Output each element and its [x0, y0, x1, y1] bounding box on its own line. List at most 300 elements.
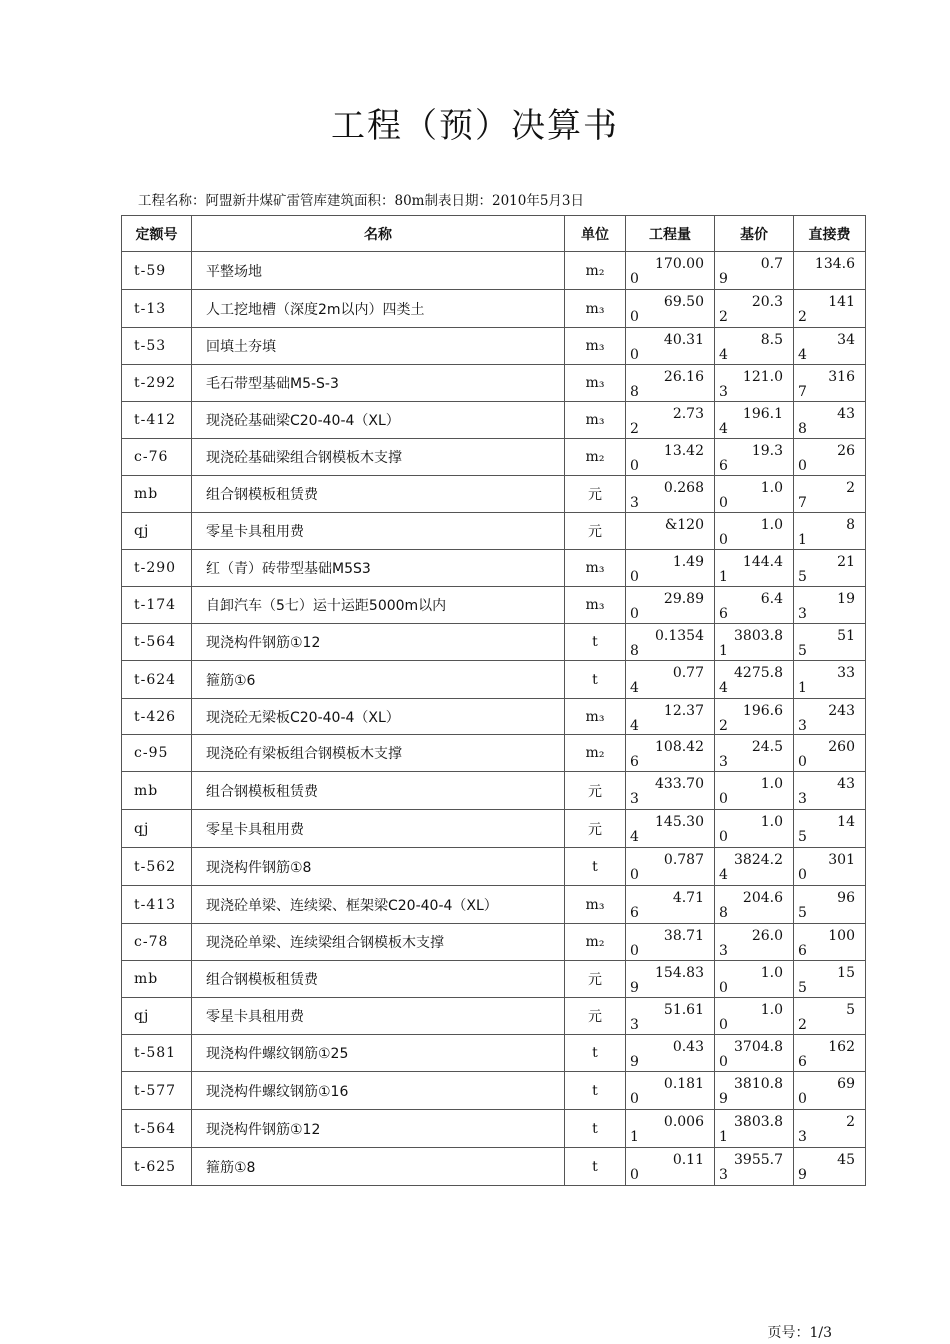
row-unit: t — [565, 1148, 626, 1186]
row-base-price-wrapped-digit: 4 — [719, 681, 728, 695]
row-base-price-wrapped-digit: 1 — [719, 644, 728, 658]
row-base-price — [715, 587, 794, 624]
row-name: 零星卡具租用费 — [192, 513, 565, 550]
row-quantity — [626, 1035, 715, 1072]
row-quantity-wrapped-digit: 1 — [630, 1130, 639, 1144]
row-quantity — [626, 624, 715, 661]
budget-table — [121, 215, 866, 1186]
row-code: t-13 — [122, 290, 192, 328]
row-direct-cost-wrapped-digit: 2 — [798, 310, 807, 324]
row-code: t-412 — [122, 402, 192, 439]
row-direct-cost — [794, 699, 866, 735]
row-base-price-value: 4275.8 — [734, 665, 783, 681]
row-base-price — [715, 1148, 794, 1186]
row-direct-cost — [794, 513, 866, 550]
row-direct-cost — [794, 998, 866, 1035]
row-direct-cost — [794, 961, 866, 998]
row-quantity — [626, 998, 715, 1035]
row-base-price-wrapped-digit: 3 — [719, 1168, 728, 1182]
row-direct-cost-value: 243 — [828, 703, 855, 719]
row-direct-cost-wrapped-digit: 2 — [798, 1018, 807, 1032]
row-base-price-value: 1.0 — [760, 965, 783, 981]
row-direct-cost-value: 51 — [837, 628, 855, 644]
table-header-row — [122, 216, 866, 252]
row-direct-cost-value: 69 — [837, 1076, 855, 1092]
row-base-price-value: 19.3 — [751, 443, 783, 459]
row-name: 组合钢模板租赁费 — [192, 961, 565, 998]
row-quantity-wrapped-digit: 4 — [630, 830, 639, 844]
row-direct-cost-wrapped-digit: 5 — [798, 981, 807, 995]
row-quantity — [626, 476, 715, 513]
row-quantity-value: &120 — [664, 517, 704, 533]
row-direct-cost-wrapped-digit: 3 — [798, 607, 807, 621]
row-direct-cost-value: 260 — [828, 739, 855, 755]
row-quantity-value: 170.00 — [655, 256, 704, 272]
row-direct-cost-value: 5 — [846, 1002, 855, 1018]
row-base-price — [715, 439, 794, 476]
row-quantity-wrapped-digit: 0 — [630, 1092, 639, 1106]
row-quantity-wrapped-digit: 8 — [630, 385, 639, 399]
row-quantity-wrapped-digit: 6 — [630, 755, 639, 769]
row-direct-cost — [794, 476, 866, 513]
row-name: 自卸汽车（5七）运十运距5000m以内 — [192, 587, 565, 624]
row-quantity-value: 1.49 — [672, 554, 704, 570]
row-direct-cost-value: 14 — [837, 814, 855, 830]
table-row — [122, 550, 866, 587]
row-quantity-wrapped-digit: 8 — [630, 644, 639, 658]
table-row — [122, 1110, 866, 1148]
row-base-price — [715, 365, 794, 402]
row-code: t-292 — [122, 365, 192, 402]
row-direct-cost-value: 43 — [837, 406, 855, 422]
row-quantity-value: 12.37 — [663, 703, 704, 719]
row-code: c-78 — [122, 924, 192, 961]
row-base-price — [715, 402, 794, 439]
project-info: 工程名称：阿盟新井煤矿雷管库建筑面积：80m制表日期：2010年5月3日 — [138, 193, 585, 209]
row-base-price-value: 204.6 — [742, 890, 783, 906]
row-quantity — [626, 513, 715, 550]
row-base-price — [715, 661, 794, 699]
row-base-price-wrapped-digit: 9 — [719, 1092, 728, 1106]
row-base-price-wrapped-digit: 3 — [719, 385, 728, 399]
row-direct-cost-wrapped-digit: 6 — [798, 1055, 807, 1069]
row-quantity-wrapped-digit: 0 — [630, 868, 639, 882]
row-unit: t — [565, 661, 626, 699]
row-name: 现浇砼基础梁C20-40-4（XL） — [192, 402, 565, 439]
row-base-price — [715, 550, 794, 587]
table-row — [122, 810, 866, 848]
row-quantity-wrapped-digit: 6 — [630, 906, 639, 920]
table-row — [122, 624, 866, 661]
row-quantity-wrapped-digit: 0 — [630, 272, 639, 286]
row-name: 现浇构件钢筋①8 — [192, 848, 565, 886]
row-unit: m₂ — [565, 439, 626, 476]
table-row — [122, 886, 866, 924]
table-row — [122, 1035, 866, 1072]
row-unit: m₃ — [565, 886, 626, 924]
row-quantity — [626, 550, 715, 587]
table-row — [122, 402, 866, 439]
row-base-price — [715, 699, 794, 735]
row-unit: 元 — [565, 998, 626, 1035]
row-quantity-value: 2.73 — [672, 406, 704, 422]
row-quantity-wrapped-digit: 0 — [630, 570, 639, 584]
row-direct-cost — [794, 402, 866, 439]
row-base-price-wrapped-digit: 0 — [719, 981, 728, 995]
row-quantity — [626, 735, 715, 772]
row-quantity-wrapped-digit: 3 — [630, 792, 639, 806]
row-code: t-290 — [122, 550, 192, 587]
row-direct-cost-wrapped-digit: 7 — [798, 385, 807, 399]
row-direct-cost-wrapped-digit: 9 — [798, 1168, 807, 1182]
row-quantity — [626, 772, 715, 810]
row-direct-cost-wrapped-digit: 1 — [798, 533, 807, 547]
row-quantity-value: 51.61 — [663, 1002, 704, 1018]
row-direct-cost-wrapped-digit: 4 — [798, 348, 807, 362]
header-direct-cost: 直接费 — [794, 216, 866, 252]
row-base-price-wrapped-digit: 1 — [719, 570, 728, 584]
table-row — [122, 699, 866, 735]
table-row — [122, 513, 866, 550]
row-unit: 元 — [565, 476, 626, 513]
row-unit: m₂ — [565, 252, 626, 290]
row-name: 现浇砼无梁板C20-40-4（XL） — [192, 699, 565, 735]
row-base-price-wrapped-digit: 3 — [719, 755, 728, 769]
row-base-price-value: 1.0 — [760, 1002, 783, 1018]
row-direct-cost-value: 43 — [837, 776, 855, 792]
row-base-price-value: 196.6 — [742, 703, 783, 719]
row-quantity-wrapped-digit: 3 — [630, 496, 639, 510]
row-base-price-value: 0.7 — [760, 256, 783, 272]
row-quantity-value: 0.268 — [663, 480, 704, 496]
row-quantity-wrapped-digit: 4 — [630, 719, 639, 733]
row-quantity — [626, 886, 715, 924]
row-unit: m₃ — [565, 587, 626, 624]
row-quantity-value: 0.43 — [672, 1039, 704, 1055]
row-quantity-value: 0.11 — [672, 1152, 704, 1168]
row-base-price-value: 1.0 — [760, 776, 783, 792]
row-quantity — [626, 924, 715, 961]
row-quantity-value: 0.77 — [672, 665, 704, 681]
row-direct-cost-wrapped-digit: 0 — [798, 1092, 807, 1106]
row-base-price-value: 1.0 — [760, 517, 783, 533]
header-unit: 单位 — [565, 216, 626, 252]
row-quantity-wrapped-digit: 0 — [630, 1168, 639, 1182]
row-direct-cost-value: 2 — [846, 1114, 855, 1130]
row-name: 毛石带型基础M5-S-3 — [192, 365, 565, 402]
row-direct-cost-value: 134.6 — [814, 256, 855, 272]
row-direct-cost — [794, 1148, 866, 1186]
row-base-price — [715, 252, 794, 290]
row-direct-cost — [794, 439, 866, 476]
row-quantity — [626, 402, 715, 439]
row-direct-cost — [794, 328, 866, 365]
row-base-price-wrapped-digit: 0 — [719, 533, 728, 547]
row-direct-cost-wrapped-digit: 7 — [798, 496, 807, 510]
row-code: t-564 — [122, 1110, 192, 1148]
row-quantity-value: 0.006 — [663, 1114, 704, 1130]
header-quantity: 工程量 — [626, 216, 715, 252]
header-name: 名称 — [192, 216, 565, 252]
row-base-price — [715, 513, 794, 550]
row-base-price — [715, 1110, 794, 1148]
row-quantity-wrapped-digit: 3 — [630, 1018, 639, 1032]
row-code: t-562 — [122, 848, 192, 886]
row-unit: t — [565, 848, 626, 886]
row-quantity-value: 40.31 — [663, 332, 704, 348]
row-name: 组合钢模板租赁费 — [192, 476, 565, 513]
row-code: t-564 — [122, 624, 192, 661]
row-base-price-wrapped-digit: 2 — [719, 719, 728, 733]
row-name: 箍筋①8 — [192, 1148, 565, 1186]
row-name: 现浇构件螺纹钢筋①25 — [192, 1035, 565, 1072]
row-quantity-wrapped-digit: 0 — [630, 310, 639, 324]
row-unit: m₂ — [565, 924, 626, 961]
row-direct-cost — [794, 550, 866, 587]
row-quantity-value: 154.83 — [655, 965, 704, 981]
row-base-price-wrapped-digit: 8 — [719, 906, 728, 920]
row-quantity — [626, 1110, 715, 1148]
row-direct-cost-value: 2 — [846, 480, 855, 496]
row-quantity-value: 0.1354 — [655, 628, 704, 644]
row-base-price-wrapped-digit: 6 — [719, 607, 728, 621]
row-direct-cost — [794, 661, 866, 699]
table-row — [122, 924, 866, 961]
row-quantity-value: 26.16 — [663, 369, 704, 385]
row-direct-cost-value: 8 — [846, 517, 855, 533]
table-row — [122, 661, 866, 699]
row-quantity-value: 0.181 — [663, 1076, 704, 1092]
row-name: 零星卡具租用费 — [192, 998, 565, 1035]
row-base-price — [715, 886, 794, 924]
row-direct-cost-value: 141 — [828, 294, 855, 310]
row-base-price-value: 20.3 — [751, 294, 783, 310]
table-row — [122, 476, 866, 513]
row-quantity-value: 13.42 — [663, 443, 704, 459]
row-unit: m₃ — [565, 328, 626, 365]
row-direct-cost — [794, 772, 866, 810]
row-base-price — [715, 328, 794, 365]
row-direct-cost — [794, 1072, 866, 1110]
row-direct-cost — [794, 290, 866, 328]
row-unit: m₃ — [565, 290, 626, 328]
row-quantity — [626, 1148, 715, 1186]
row-direct-cost-value: 33 — [837, 665, 855, 681]
row-code: qj — [122, 810, 192, 848]
row-base-price-value: 26.0 — [751, 928, 783, 944]
row-base-price-wrapped-digit: 1 — [719, 1130, 728, 1144]
row-quantity — [626, 1072, 715, 1110]
row-base-price-wrapped-digit: 4 — [719, 348, 728, 362]
row-unit: 元 — [565, 961, 626, 998]
row-unit: m₃ — [565, 365, 626, 402]
row-code: t-581 — [122, 1035, 192, 1072]
row-code: qj — [122, 998, 192, 1035]
row-direct-cost-value: 21 — [837, 554, 855, 570]
table-row — [122, 848, 866, 886]
row-base-price-value: 3803.8 — [734, 1114, 783, 1130]
row-base-price-value: 3704.8 — [734, 1039, 783, 1055]
row-base-price-value: 3810.8 — [734, 1076, 783, 1092]
row-quantity-value: 433.70 — [655, 776, 704, 792]
row-direct-cost-wrapped-digit: 5 — [798, 644, 807, 658]
row-base-price — [715, 1035, 794, 1072]
row-code: mb — [122, 772, 192, 810]
row-unit: m₃ — [565, 550, 626, 587]
row-direct-cost-value: 301 — [828, 852, 855, 868]
row-code: t-53 — [122, 328, 192, 365]
table-row — [122, 365, 866, 402]
row-base-price-wrapped-digit: 0 — [719, 830, 728, 844]
row-base-price — [715, 848, 794, 886]
row-direct-cost-value: 15 — [837, 965, 855, 981]
row-unit: m₂ — [565, 735, 626, 772]
row-base-price-value: 121.0 — [742, 369, 783, 385]
row-quantity-value: 0.787 — [663, 852, 704, 868]
row-code: t-413 — [122, 886, 192, 924]
table-row — [122, 1148, 866, 1186]
row-name: 现浇构件钢筋①12 — [192, 1110, 565, 1148]
table-row — [122, 252, 866, 290]
row-quantity — [626, 328, 715, 365]
row-direct-cost-wrapped-digit: 1 — [798, 681, 807, 695]
row-name: 现浇砼基础梁组合钢模板木支撑 — [192, 439, 565, 476]
row-base-price — [715, 998, 794, 1035]
row-base-price-wrapped-digit: 0 — [719, 1018, 728, 1032]
row-base-price — [715, 1072, 794, 1110]
row-direct-cost — [794, 735, 866, 772]
row-direct-cost-value: 96 — [837, 890, 855, 906]
row-unit: t — [565, 1035, 626, 1072]
row-quantity-wrapped-digit: 0 — [630, 607, 639, 621]
row-unit: 元 — [565, 810, 626, 848]
row-direct-cost-wrapped-digit: 3 — [798, 1130, 807, 1144]
row-quantity — [626, 699, 715, 735]
header-base-price: 基价 — [715, 216, 794, 252]
table-row — [122, 1072, 866, 1110]
row-quantity — [626, 365, 715, 402]
row-code: t-624 — [122, 661, 192, 699]
row-quantity — [626, 848, 715, 886]
row-quantity-wrapped-digit: 0 — [630, 348, 639, 362]
row-direct-cost-value: 316 — [828, 369, 855, 385]
row-base-price-value: 1.0 — [760, 480, 783, 496]
row-code: c-76 — [122, 439, 192, 476]
table-row — [122, 735, 866, 772]
row-base-price-wrapped-digit: 9 — [719, 272, 728, 286]
row-code: mb — [122, 961, 192, 998]
row-base-price-value: 6.4 — [760, 591, 783, 607]
row-name: 人工挖地槽（深度2m以内）四类土 — [192, 290, 565, 328]
row-base-price-value: 1.0 — [760, 814, 783, 830]
row-direct-cost — [794, 924, 866, 961]
row-quantity-wrapped-digit: 4 — [630, 681, 639, 695]
row-quantity-value: 29.89 — [663, 591, 704, 607]
row-direct-cost-wrapped-digit: 0 — [798, 868, 807, 882]
row-direct-cost — [794, 886, 866, 924]
row-base-price-value: 3803.8 — [734, 628, 783, 644]
row-base-price — [715, 624, 794, 661]
row-name: 箍筋①6 — [192, 661, 565, 699]
row-direct-cost — [794, 365, 866, 402]
row-name: 现浇构件螺纹钢筋①16 — [192, 1072, 565, 1110]
row-direct-cost — [794, 1110, 866, 1148]
row-base-price-value: 144.4 — [742, 554, 783, 570]
row-base-price — [715, 735, 794, 772]
row-base-price-wrapped-digit: 4 — [719, 422, 728, 436]
row-quantity-wrapped-digit: 0 — [630, 944, 639, 958]
row-base-price-wrapped-digit: 0 — [719, 792, 728, 806]
row-code: t-174 — [122, 587, 192, 624]
row-direct-cost-wrapped-digit: 3 — [798, 792, 807, 806]
row-direct-cost-wrapped-digit: 0 — [798, 459, 807, 473]
table-row — [122, 961, 866, 998]
row-name: 现浇砼有梁板组合钢模板木支撑 — [192, 735, 565, 772]
row-quantity-wrapped-digit: 0 — [630, 459, 639, 473]
row-name: 红（青）砖带型基础M5S3 — [192, 550, 565, 587]
row-unit: t — [565, 1110, 626, 1148]
row-quantity-value: 4.71 — [672, 890, 704, 906]
row-base-price-wrapped-digit: 6 — [719, 459, 728, 473]
row-base-price-wrapped-digit: 4 — [719, 868, 728, 882]
row-code: qj — [122, 513, 192, 550]
row-quantity-wrapped-digit: 2 — [630, 422, 639, 436]
row-name: 零星卡具租用费 — [192, 810, 565, 848]
document-title: 工程（预）决算书 — [331, 106, 619, 146]
row-code: t-59 — [122, 252, 192, 290]
row-direct-cost-value: 162 — [828, 1039, 855, 1055]
table-body — [122, 252, 866, 1186]
row-direct-cost — [794, 624, 866, 661]
row-quantity-wrapped-digit: 9 — [630, 981, 639, 995]
table-row — [122, 290, 866, 328]
row-direct-cost-wrapped-digit: 8 — [798, 422, 807, 436]
row-direct-cost-wrapped-digit: 6 — [798, 944, 807, 958]
row-quantity — [626, 439, 715, 476]
table-row — [122, 328, 866, 365]
table-row — [122, 998, 866, 1035]
row-direct-cost-wrapped-digit: 5 — [798, 906, 807, 920]
table-row — [122, 772, 866, 810]
row-code: mb — [122, 476, 192, 513]
row-code: t-426 — [122, 699, 192, 735]
row-name: 平整场地 — [192, 252, 565, 290]
row-base-price — [715, 810, 794, 848]
row-base-price-value: 24.5 — [751, 739, 783, 755]
row-quantity — [626, 961, 715, 998]
row-base-price-wrapped-digit: 2 — [719, 310, 728, 324]
row-code: c-95 — [122, 735, 192, 772]
row-quantity — [626, 290, 715, 328]
row-direct-cost-wrapped-digit: 5 — [798, 570, 807, 584]
row-quantity — [626, 661, 715, 699]
row-unit: 元 — [565, 772, 626, 810]
row-name: 回填土夯填 — [192, 328, 565, 365]
row-direct-cost — [794, 587, 866, 624]
row-direct-cost-value: 100 — [828, 928, 855, 944]
row-direct-cost-wrapped-digit: 5 — [798, 830, 807, 844]
row-direct-cost-value: 26 — [837, 443, 855, 459]
row-direct-cost — [794, 810, 866, 848]
row-unit: t — [565, 624, 626, 661]
row-unit: 元 — [565, 513, 626, 550]
row-direct-cost-value: 45 — [837, 1152, 855, 1168]
row-base-price-value: 8.5 — [760, 332, 783, 348]
row-base-price-value: 3955.7 — [734, 1152, 783, 1168]
row-base-price-value: 3824.2 — [734, 852, 783, 868]
row-unit: t — [565, 1072, 626, 1110]
row-base-price — [715, 924, 794, 961]
